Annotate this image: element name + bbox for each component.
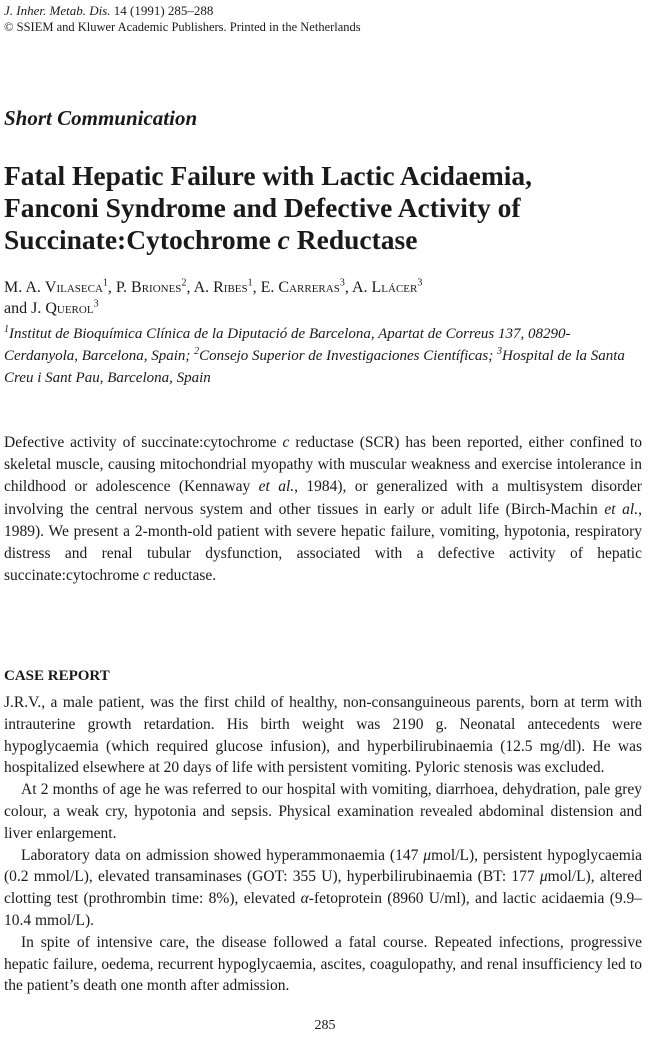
- author: A. Ribes$^1$: [193, 277, 253, 296]
- author: P. Briones$^2$: [115, 277, 187, 296]
- title-cytochrome-c: c: [277, 224, 290, 255]
- case-report-body: [4, 692, 642, 997]
- page-number: 285: [314, 1018, 336, 1033]
- article-type: Short Communication: [4, 106, 198, 130]
- section-heading: CASE REPORT: [4, 668, 110, 684]
- author-list: M. A. Vilaseca$^1$, P. Briones$^2$, A. Ribes$^1$, E. Carreras$^3$, A. Llácer$^3$ and J. Querol$^3$: [4, 277, 423, 317]
- journal-abbrev: J. Inher. Metab. Dis.: [4, 3, 111, 18]
- copyright-line: © SSIEM and Kluwer Academic Publishers. Printed in the Netherlands: [4, 20, 361, 34]
- affiliations: $^1$Institut de Bioquímica Clínica de la Diputació de Barcelona, Apartat de Correus 137, 08290-Cerdanyola, Barcelona, Spain; $^2$Consejo Superior de Investigaciones Científicas; $^3$Hospital de la Santa Creu i Sant Pau, Barcelona, Spain: [4, 324, 625, 386]
- paragraph: At 2 months of age he was referred to our hospital with vomiting, diarrhoea, dehydration, pale grey colour, a weak cry, hypotonia and sepsis. Physical examination revealed abdominal distension and liver enlargement.: [4, 781, 642, 842]
- affiliation-1: Institut de Bioquímica Clínica de la Diputació de Barcelona, Apartat de Correus 137, 08290-Cerdanyola, Barcelona, Spain;: [4, 326, 571, 364]
- affiliation-2: Consejo Superior de Investigaciones Científicas;: [199, 348, 494, 364]
- author: J. Querol$^3$: [31, 298, 99, 317]
- paragraph: In spite of intensive care, the disease followed a fatal course. Repeated infections, progressive hepatic failure, oedema, recurrent hypoglycaemia, ascites, coagulopathy, and renal insufficiency led to the patient’s death one month after admission.: [4, 933, 642, 995]
- paragraph: Laboratory data on admission showed hyperammonaemia (147 μmol/L), persistent hypoglycaemia (0.2 mmol/L), elevated transaminases (GOT: 355 U), hyperbilirubinaemia (BT: 177 μmol/L), altered clotting test (prothrombin time: 8%), elevated α-fetoprotein (8960 U/ml), and lactic acidaemia (9.9–10.4 mmol/L).: [4, 846, 643, 929]
- title-line-3: [4, 224, 644, 256]
- paragraph: J.R.V., a male patient, was the first child of healthy, non-consanguineous parents, born at term with intrauterine growth retardation. His birth weight was 2190 g. Neonatal antecedents were hypoglycaemia (which required glucose infusion), and hyperbilirubinaemia (12.5 mg/dl). He was hospitalized elsewhere at 20 days of life with persistent vomiting. Pyloric stenosis was excluded.: [4, 694, 642, 777]
- volume-issue-pages: 14 (1991) 285–288: [113, 3, 214, 18]
- article-title: [4, 160, 644, 256]
- affiliation-3: Hospital de la Santa Creu i Sant Pau, Barcelona, Spain: [4, 348, 625, 386]
- author: E. Carreras$^3$: [260, 277, 345, 296]
- journal-citation: [4, 3, 213, 19]
- author: M. A. Vilaseca$^1$: [4, 277, 108, 296]
- title-line-2: Fanconi Syndrome and Defective Activity of: [4, 192, 521, 223]
- title-line-3-start: Succinate:Cytochrome: [4, 224, 271, 255]
- authors-and: and: [4, 300, 28, 317]
- abstract: Defective activity of succinate:cytochrome c reductase (SCR) has been reported, either confined to skeletal muscle, causing mitochondrial myopathy with muscular weakness and exercise intolerance in childhood or adolescence (Kennaway et al., 1984), or generalized with a multisystem disorder involving the central nervous system and other tissues in early or adult life (Birch-Machin et al., 1989). We present a 2-month-old patient with severe hepatic failure, vomiting, hypotonia, respiratory distress and renal tubular dysfunction, associated with a defective activity of hepatic succinate:cytochrome c reductase.: [4, 434, 642, 585]
- author: A. Llácer$^3$: [351, 277, 423, 296]
- title-line-3-end: Reductase: [296, 224, 418, 255]
- title-line-1: Fatal Hepatic Failure with Lactic Acidaemia,: [4, 160, 533, 191]
